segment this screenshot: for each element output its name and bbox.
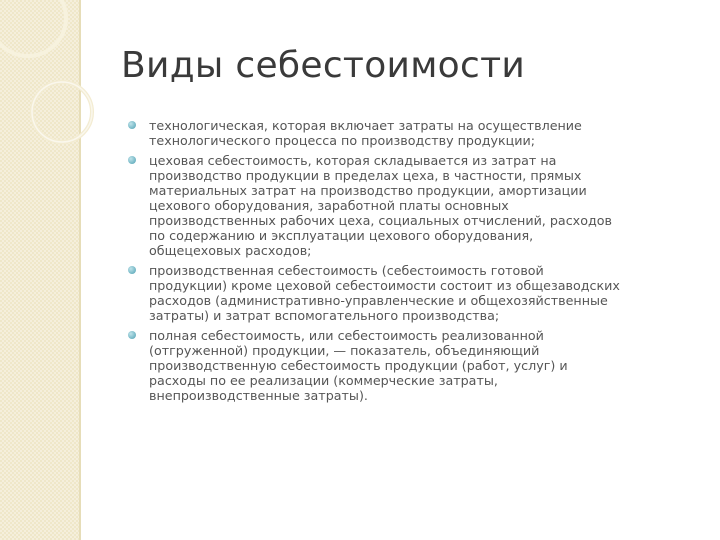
bullet-text: технологическая, которая включает затраты на осуществление технологического процесса по производству продукции; bbox=[149, 118, 582, 148]
bullet-text: производственная себестоимость (себестоимость готовой продукции) кроме цеховой себестоимости состоит из общезаводских расходов (административно-управленческие и общехозяйственные затраты) и затрат вспомогательного производства; bbox=[149, 263, 620, 323]
bullet-text: полная себестоимость, или себестоимость реализованной (отгруженной) продукции, — показатель, объединяющий производственную себестоимость продукции (работ, услуг) и расходы по ее реализации (коммерческие затраты, внепроизводственные затраты). bbox=[149, 328, 568, 403]
bullet-item-full-cost bbox=[127, 328, 697, 403]
bullet-list bbox=[127, 118, 697, 408]
bullet-item-production-cost bbox=[127, 263, 697, 323]
slide-title: Виды себестоимости bbox=[121, 45, 526, 86]
bullet-dot-icon bbox=[128, 266, 136, 274]
bullet-dot-icon bbox=[128, 156, 136, 164]
bullet-dot-icon bbox=[128, 121, 136, 129]
bullet-item-shop-cost bbox=[127, 153, 697, 258]
bullet-item-technological bbox=[127, 118, 697, 148]
decorative-side-band bbox=[0, 0, 79, 540]
bullet-dot-icon bbox=[128, 331, 136, 339]
bullet-text: цеховая себестоимость, которая складывается из затрат на производство продукции в пределах цеха, в частности, прямых материальных затрат на производство продукции, амортизации цехового оборудования, заработной платы основных производственных рабочих цеха, социальных отчислений, расходов по содержанию и эксплуатации цехового оборудования, общецеховых расходов; bbox=[149, 153, 612, 258]
side-band-edge bbox=[79, 0, 81, 540]
